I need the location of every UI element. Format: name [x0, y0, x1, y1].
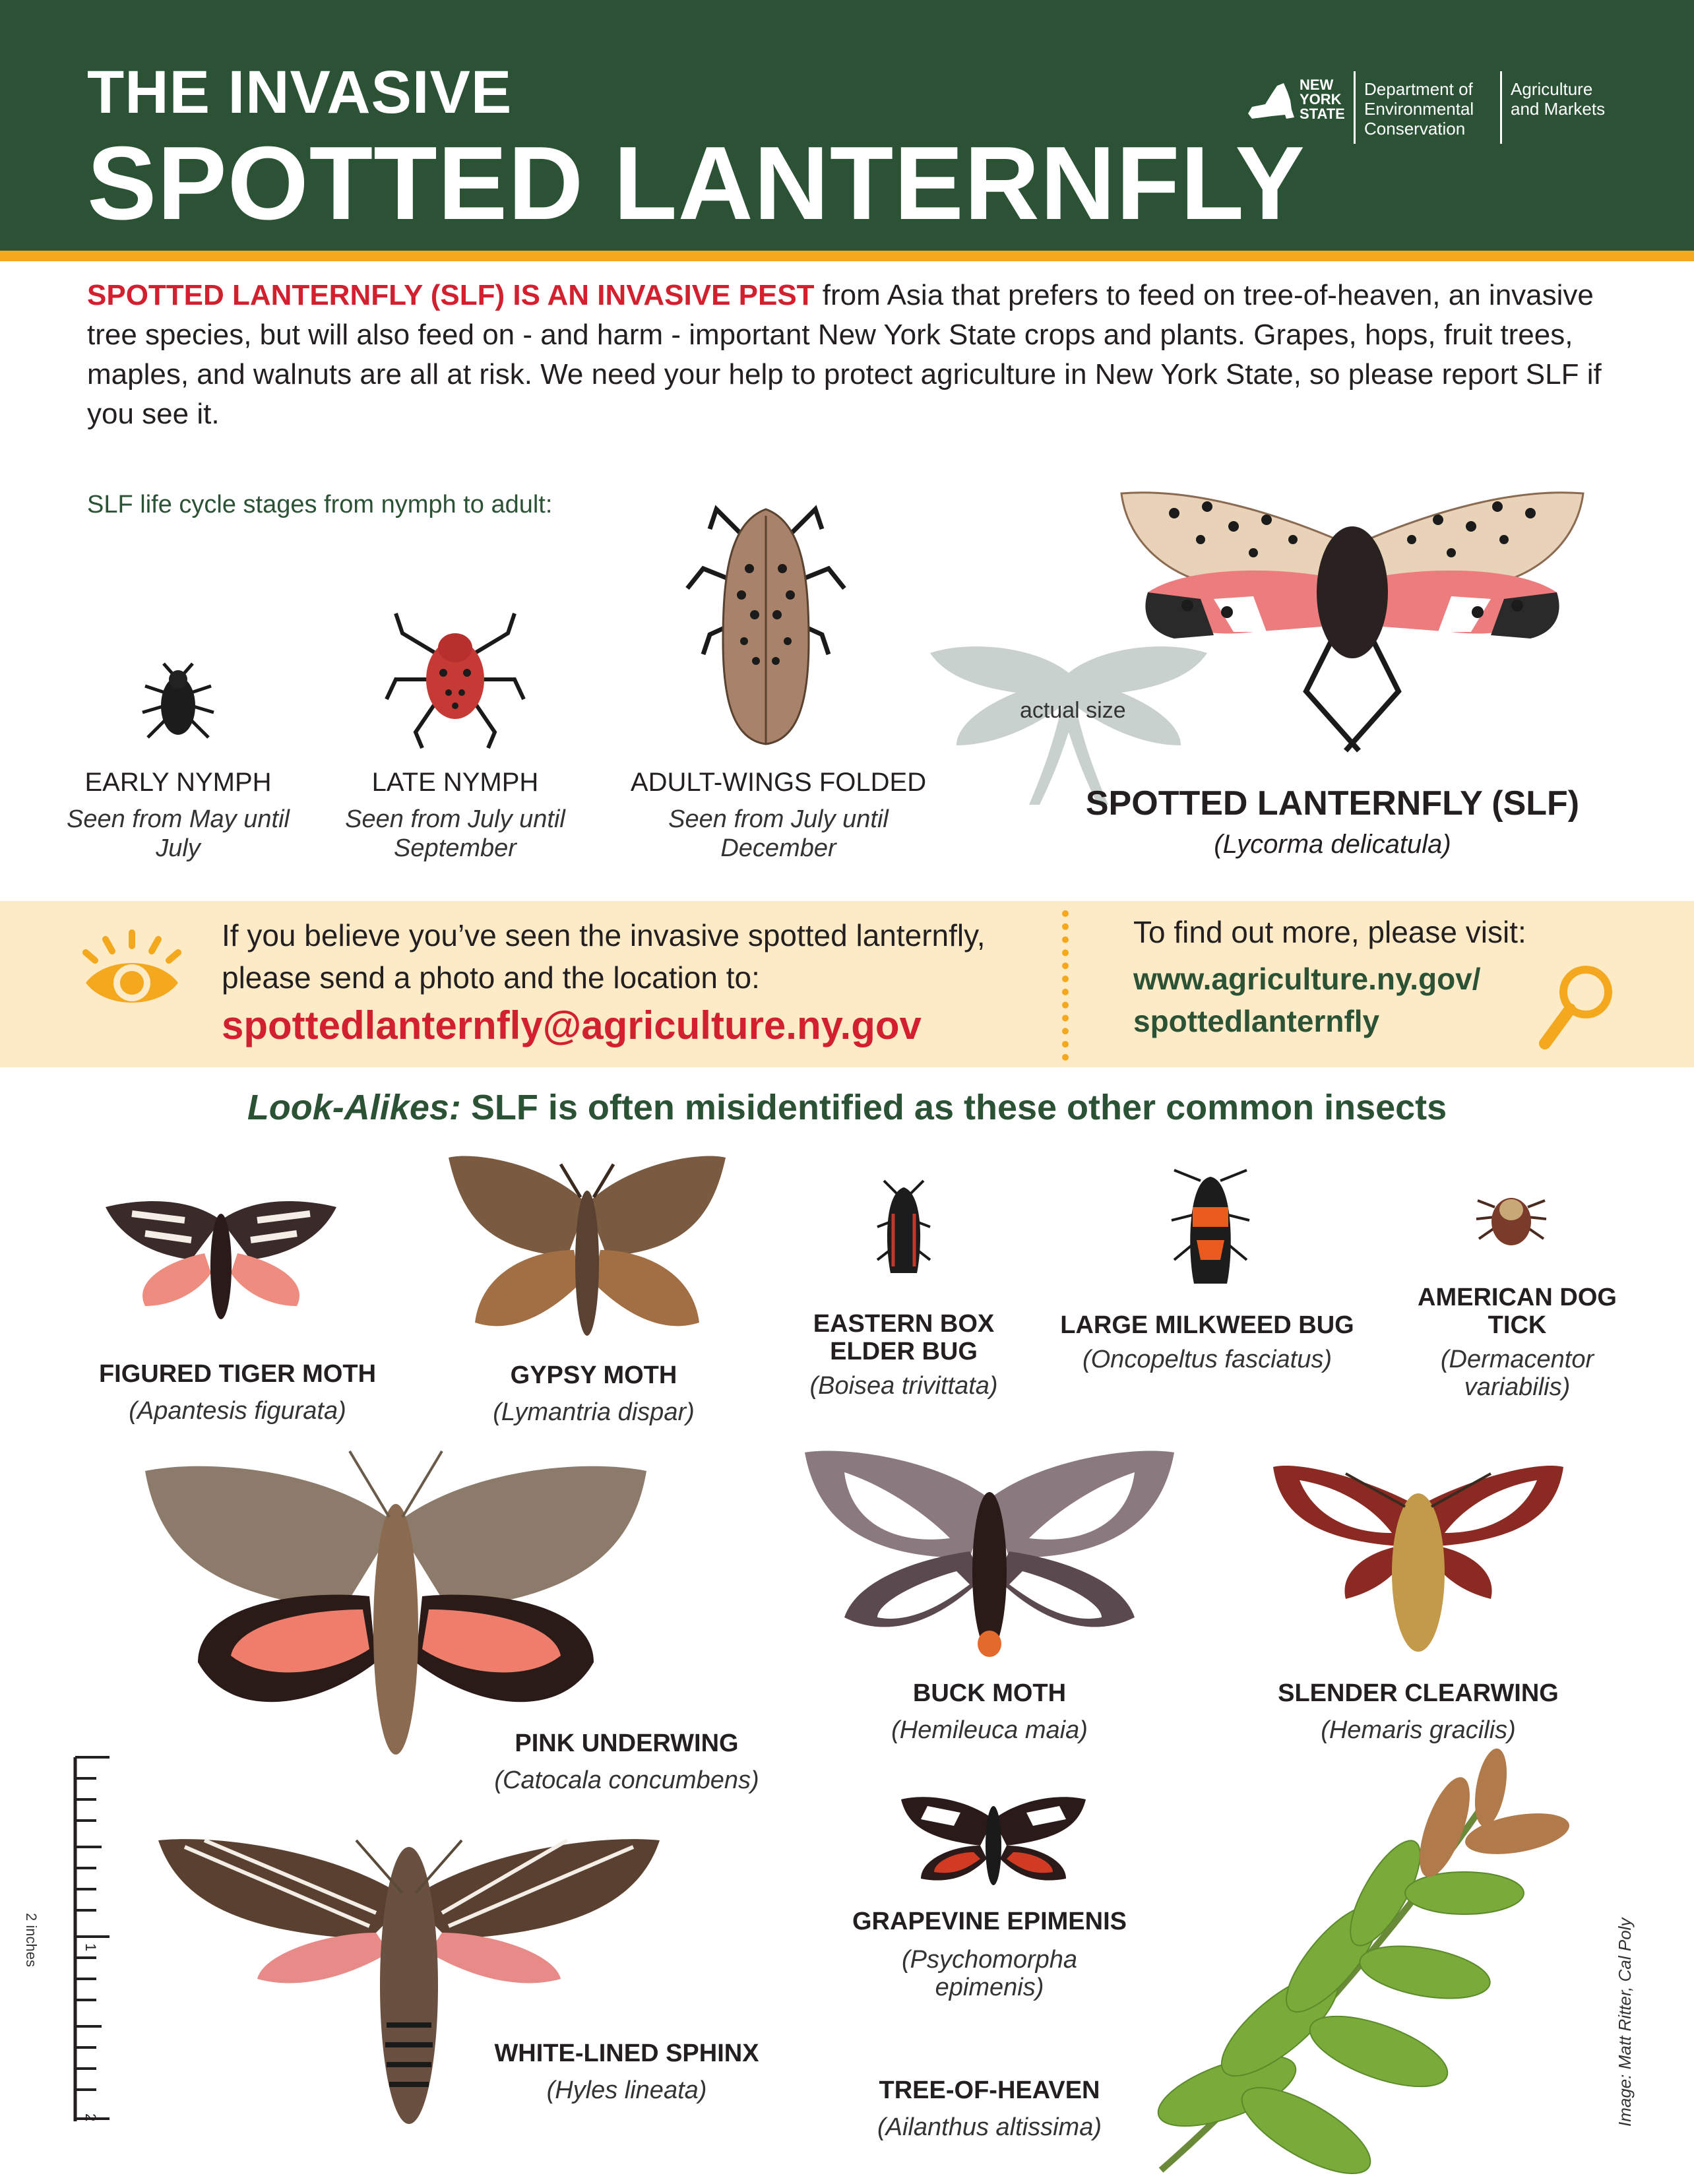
insect-scientific: (Catocala concumbens)	[494, 1766, 759, 1794]
insect-caption	[818, 2076, 1161, 2141]
logo-state-text: NEW YORK STATE	[1300, 77, 1345, 122]
scale-ruler	[73, 1755, 112, 2124]
insect-caption	[772, 1310, 1036, 1400]
insect-scientific: (Hemaris gracilis)	[1321, 1716, 1516, 1744]
stage-name: ADULT-WINGS FOLDED	[630, 768, 927, 797]
insect-caption	[66, 1360, 409, 1425]
milkweed-bug-image	[1161, 1168, 1260, 1286]
logo-dept-text: Department of Environmental Conservation	[1364, 79, 1474, 139]
agency-logo	[1245, 71, 1615, 145]
stage-seen: Seen from May until July	[67, 805, 290, 862]
title-line-2: SPOTTED LANTERNFLY	[87, 125, 1305, 241]
figured-tiger-moth-image	[106, 1194, 336, 1339]
adult-folded-image	[683, 496, 848, 747]
title-line-1: THE INVASIVE	[87, 59, 513, 126]
insect-scientific: (Psychomorpha epimenis)	[901, 1946, 1078, 2001]
eye-icon	[79, 930, 185, 1009]
logo-agency-text: Agriculture and Markets	[1511, 79, 1606, 119]
buck-moth-image	[805, 1446, 1174, 1670]
insect-caption	[818, 1908, 1161, 2001]
stage-name: LATE NYMPH	[371, 768, 539, 797]
insect-name: TREE-OF-HEAVEN	[879, 2076, 1100, 2104]
ruler-label: 2 inches	[23, 1913, 40, 1967]
tree-of-heaven-image	[1135, 1761, 1596, 2177]
insect-caption	[1267, 1679, 1570, 1744]
ruler-tick-2: 2	[82, 2113, 99, 2122]
insect-caption	[475, 1730, 778, 1794]
lookalikes-heading-rest: SLF is often misidentified as these other common insects	[460, 1088, 1447, 1127]
insect-scientific: (Ailanthus altissima)	[877, 2113, 1102, 2141]
late-nymph-image	[383, 607, 528, 752]
insect-name: GYPSY MOTH	[510, 1361, 677, 1389]
insect-caption	[844, 1679, 1135, 1744]
insect-caption	[1036, 1311, 1379, 1373]
insect-name: WHITE-LINED SPHINX	[494, 2040, 759, 2067]
insect-name: SLENDER CLEARWING	[1278, 1679, 1559, 1707]
pink-underwing-image	[145, 1445, 646, 1761]
logo-divider	[1500, 71, 1502, 144]
insect-name: FIGURED TIGER MOTH	[98, 1360, 377, 1388]
insect-name: AMERICAN DOG TICK	[1418, 1284, 1617, 1339]
header-stripe	[0, 251, 1694, 261]
report-instructions: If you believe you’ve seen the invasive spotted lanternfly, please send a photo and the location to:	[222, 918, 986, 995]
insect-caption	[449, 1361, 739, 1426]
ruler-tick-1: 1	[82, 1943, 99, 1952]
stage-seen: Seen from July until September	[345, 805, 565, 862]
actual-size-label: actual size	[1020, 698, 1126, 723]
insect-scientific: (Dermacentor variabilis)	[1440, 1346, 1594, 1401]
visit-label: To find out more, please visit:	[1133, 915, 1526, 949]
slf-scientific-name: (Lycorma delicatula)	[1214, 830, 1451, 859]
insect-scientific: (Lymantria dispar)	[493, 1398, 695, 1426]
logo-divider	[1354, 71, 1356, 144]
insect-scientific: (Apantesis figurata)	[129, 1397, 346, 1425]
insect-caption	[1405, 1284, 1629, 1401]
intro-paragraph	[87, 276, 1624, 434]
gypsy-moth-image	[449, 1151, 726, 1349]
insect-name: GRAPEVINE EPIMENIS	[852, 1908, 1127, 1935]
slender-clearwing-image	[1273, 1460, 1563, 1671]
lookalikes-heading-em: Look-Alikes:	[247, 1088, 461, 1127]
insect-name: BUCK MOTH	[912, 1679, 1067, 1707]
insect-caption	[475, 2040, 778, 2104]
report-email-link[interactable]: spottedlanternfly@agriculture.ny.gov	[222, 1003, 922, 1047]
insect-scientific: (Boisea trivittata)	[809, 1372, 998, 1400]
adult-slf-image	[1121, 467, 1583, 757]
insect-name: PINK UNDERWING	[515, 1730, 739, 1757]
insect-scientific: (Hyles lineata)	[546, 2076, 707, 2104]
stage-seen: Seen from July until December	[668, 805, 889, 862]
dog-tick-image	[1475, 1181, 1548, 1253]
intro-lead: SPOTTED LANTERNFLY (SLF) IS AN INVASIVE PEST	[87, 279, 815, 311]
report-divider	[1062, 910, 1075, 1061]
intro-body: from Asia that prefers to feed on tree-of-heaven, an invasive tree species, but will also feed on - and harm - important New York State crops and plants. Grapes, hops, fruit trees, maples, and walnuts are all at risk. We need your help to protect agriculture in New York State, so please report SLF if you see it.	[87, 279, 1602, 430]
early-nymph-image	[139, 660, 218, 745]
insect-name: LARGE MILKWEED BUG	[1060, 1311, 1354, 1339]
lookalikes-heading	[0, 1087, 1694, 1128]
insect-scientific: (Hemileuca maia)	[891, 1716, 1088, 1744]
insect-scientific: (Oncopeltus fasciatus)	[1082, 1346, 1333, 1373]
lifecycle-label: SLF life cycle stages from nymph to adult:	[87, 491, 553, 518]
insect-name: EASTERN BOX ELDER BUG	[813, 1310, 995, 1365]
magnifier-icon	[1537, 962, 1616, 1054]
ny-state-icon	[1245, 80, 1298, 127]
stage-name: EARLY NYMPH	[84, 768, 272, 797]
box-elder-bug-image	[871, 1181, 937, 1286]
grapevine-epimenis-image	[901, 1786, 1086, 1898]
slf-name: SPOTTED LANTERNFLY (SLF)	[1085, 784, 1580, 823]
visit-url-link[interactable]: www.agriculture.ny.gov/ spottedlanternfly	[1133, 962, 1481, 1038]
image-credit: Image: Matt Ritter, Cal Poly	[1615, 1918, 1635, 2127]
